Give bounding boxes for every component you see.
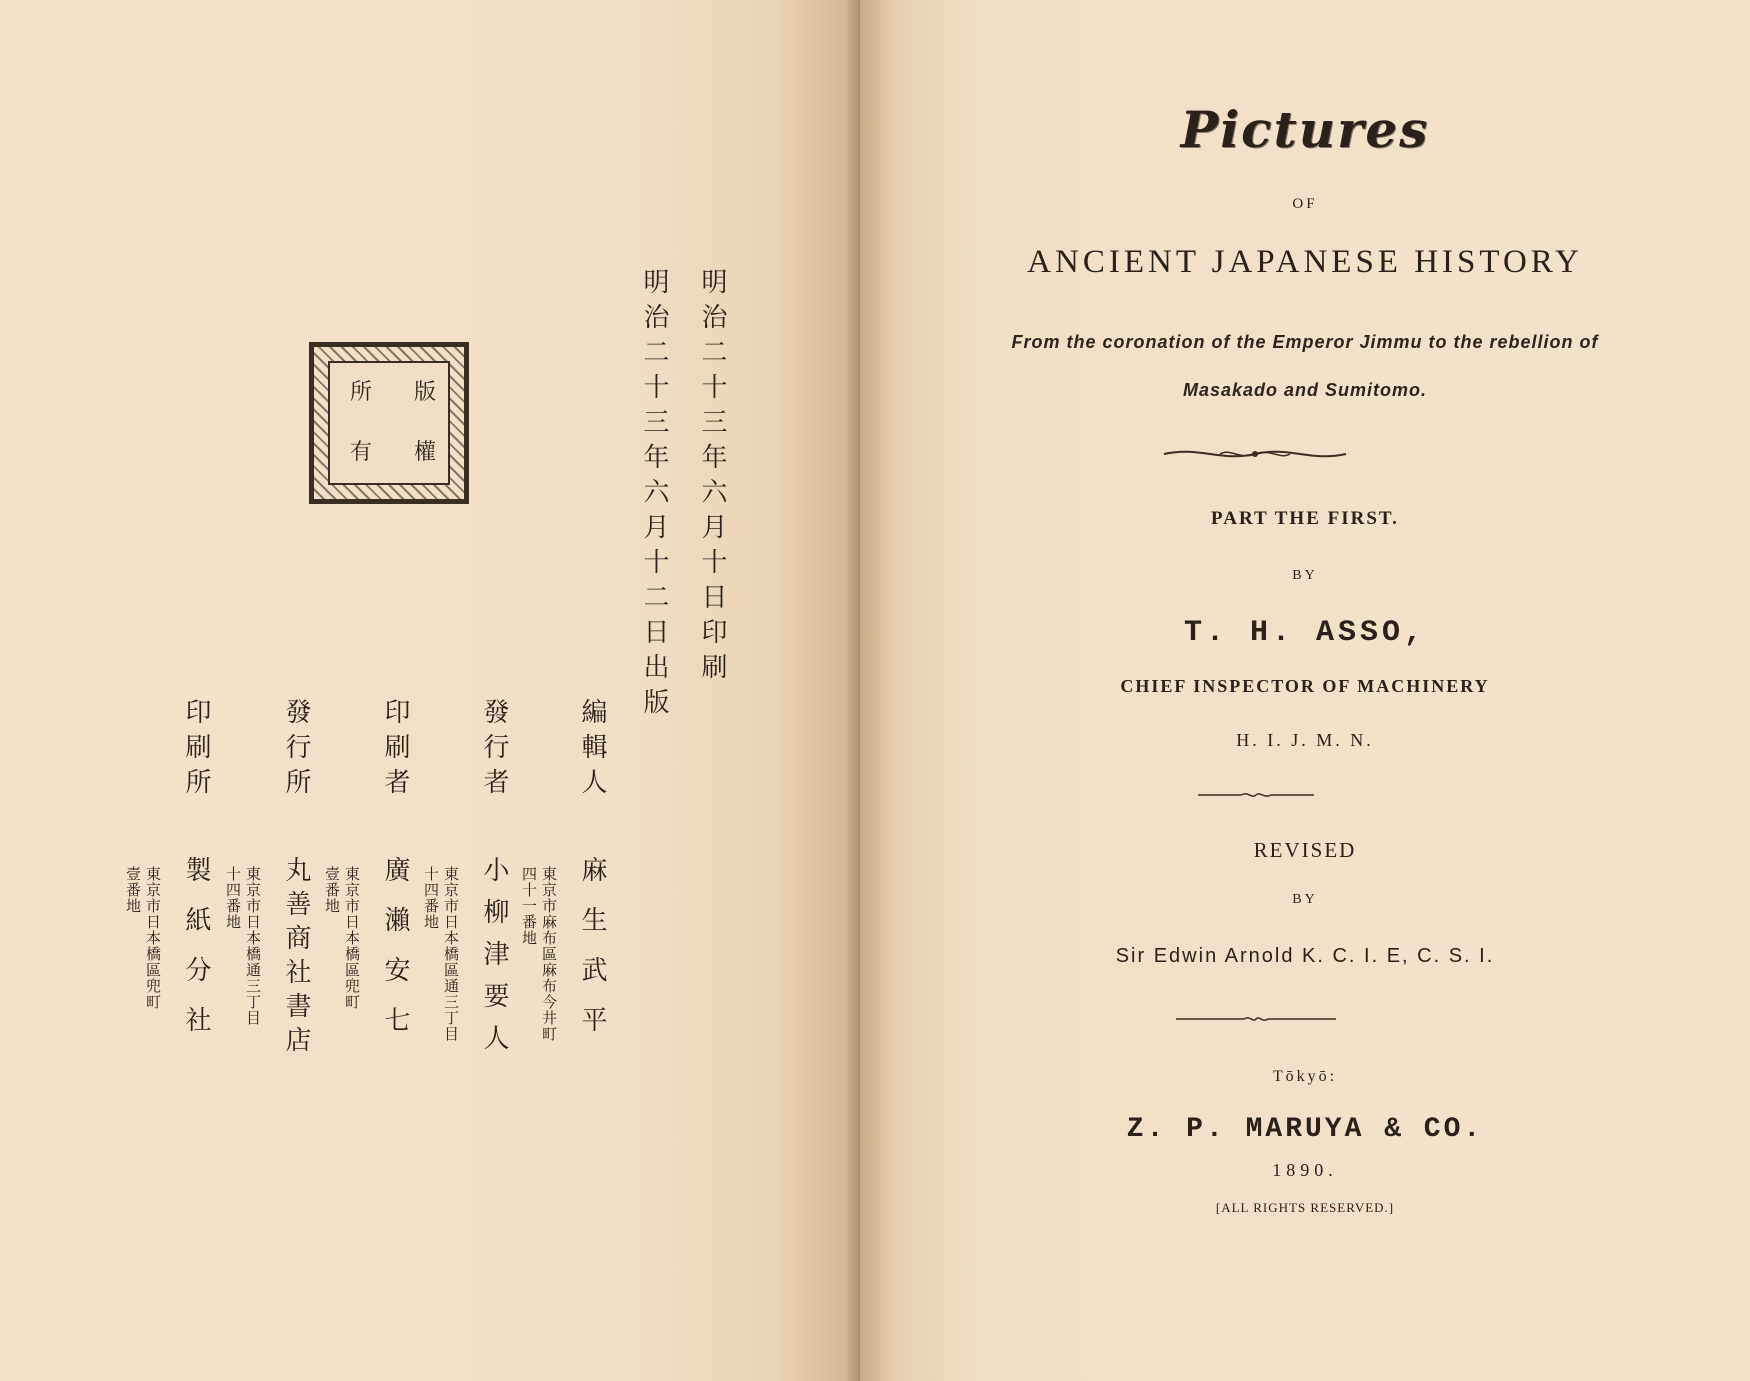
author-title: CHIEF INSPECTOR OF MACHINERY — [1120, 676, 1490, 696]
colophon-address-printing-house-2: 壹番地 — [124, 866, 142, 914]
seal-char: 所 — [350, 380, 373, 405]
author-organization: H. I. J. M. N. — [1236, 730, 1374, 750]
by-label-revised: BY — [1292, 892, 1318, 907]
colophon-address-editor-2: 四十一番地 — [520, 866, 538, 946]
colophon-name-editor: 麻生武平 — [577, 856, 607, 1056]
colophon-role-editor: 編輯人 — [577, 698, 607, 803]
revised-label: REVISED — [1253, 838, 1357, 862]
publication-date: 明治二十三年六月十二日出版 — [639, 268, 669, 723]
colophon-address-printer: 東京市日本橋區兜町 — [343, 866, 361, 1010]
part-label: PART THE FIRST. — [1211, 508, 1399, 529]
copyright-seal — [309, 342, 469, 504]
rights-notice: [ALL RIGHTS RESERVED.] — [1215, 1200, 1395, 1215]
divider-ornament — [1174, 1012, 1338, 1026]
colophon-address-publisher-2: 十四番地 — [422, 866, 440, 930]
description-line-2: Masakado and Sumitomo. — [1182, 380, 1428, 400]
colophon-address-publishing-house-2: 十四番地 — [224, 866, 242, 930]
right-page-title — [860, 0, 1750, 1381]
colophon-address-publishing-house: 東京市日本橋通三丁目 — [244, 866, 262, 1026]
colophon-role-printer: 印刷者 — [380, 698, 410, 803]
publication-city: Tōkyō: — [1272, 1068, 1338, 1085]
left-page-colophon — [0, 0, 860, 1381]
colophon-address-editor: 東京市麻布區麻布今井町 — [540, 866, 558, 1042]
colophon-name-publishing-house: 丸善商社書店 — [281, 856, 311, 1060]
book-subtitle: ANCIENT JAPANESE HISTORY — [1027, 244, 1583, 280]
seal-char: 版 — [414, 380, 437, 405]
colophon-role-printing-house: 印刷所 — [181, 698, 211, 803]
colophon-name-publisher: 小柳津要人 — [479, 856, 509, 1066]
divider-ornament — [1196, 788, 1316, 802]
seal-char: 有 — [350, 440, 373, 465]
colophon-name-printer: 廣瀨安七 — [380, 856, 410, 1056]
colophon-role-publisher: 發行者 — [479, 698, 509, 803]
by-label: BY — [1292, 568, 1318, 583]
flourish-ornament — [1160, 444, 1350, 464]
description-line-1: From the coronation of the Emperor Jimmu to the rebellion of — [1011, 332, 1599, 352]
colophon-role-publishing-house: 發行所 — [281, 698, 311, 803]
book-title: Pictures — [1180, 100, 1430, 159]
seal-char: 權 — [414, 440, 437, 465]
colophon-address-printing-house: 東京市日本橋區兜町 — [144, 866, 162, 1010]
publication-year: 1890. — [1272, 1160, 1338, 1180]
colophon-address-printer-2: 壹番地 — [323, 866, 341, 914]
colophon-address-publisher: 東京市日本橋區通三丁目 — [442, 866, 460, 1042]
author-name: T. H. ASSO, — [1183, 616, 1427, 650]
printing-date: 明治二十三年六月十日印刷 — [697, 268, 727, 688]
title-of: OF — [1292, 196, 1318, 212]
publisher-name: Z. P. MARUYA & CO. — [1126, 1114, 1484, 1145]
colophon-name-printing-house: 製紙分社 — [181, 856, 211, 1056]
reviser-name: Sir Edwin Arnold K. C. I. E, C. S. I. — [1115, 945, 1495, 967]
